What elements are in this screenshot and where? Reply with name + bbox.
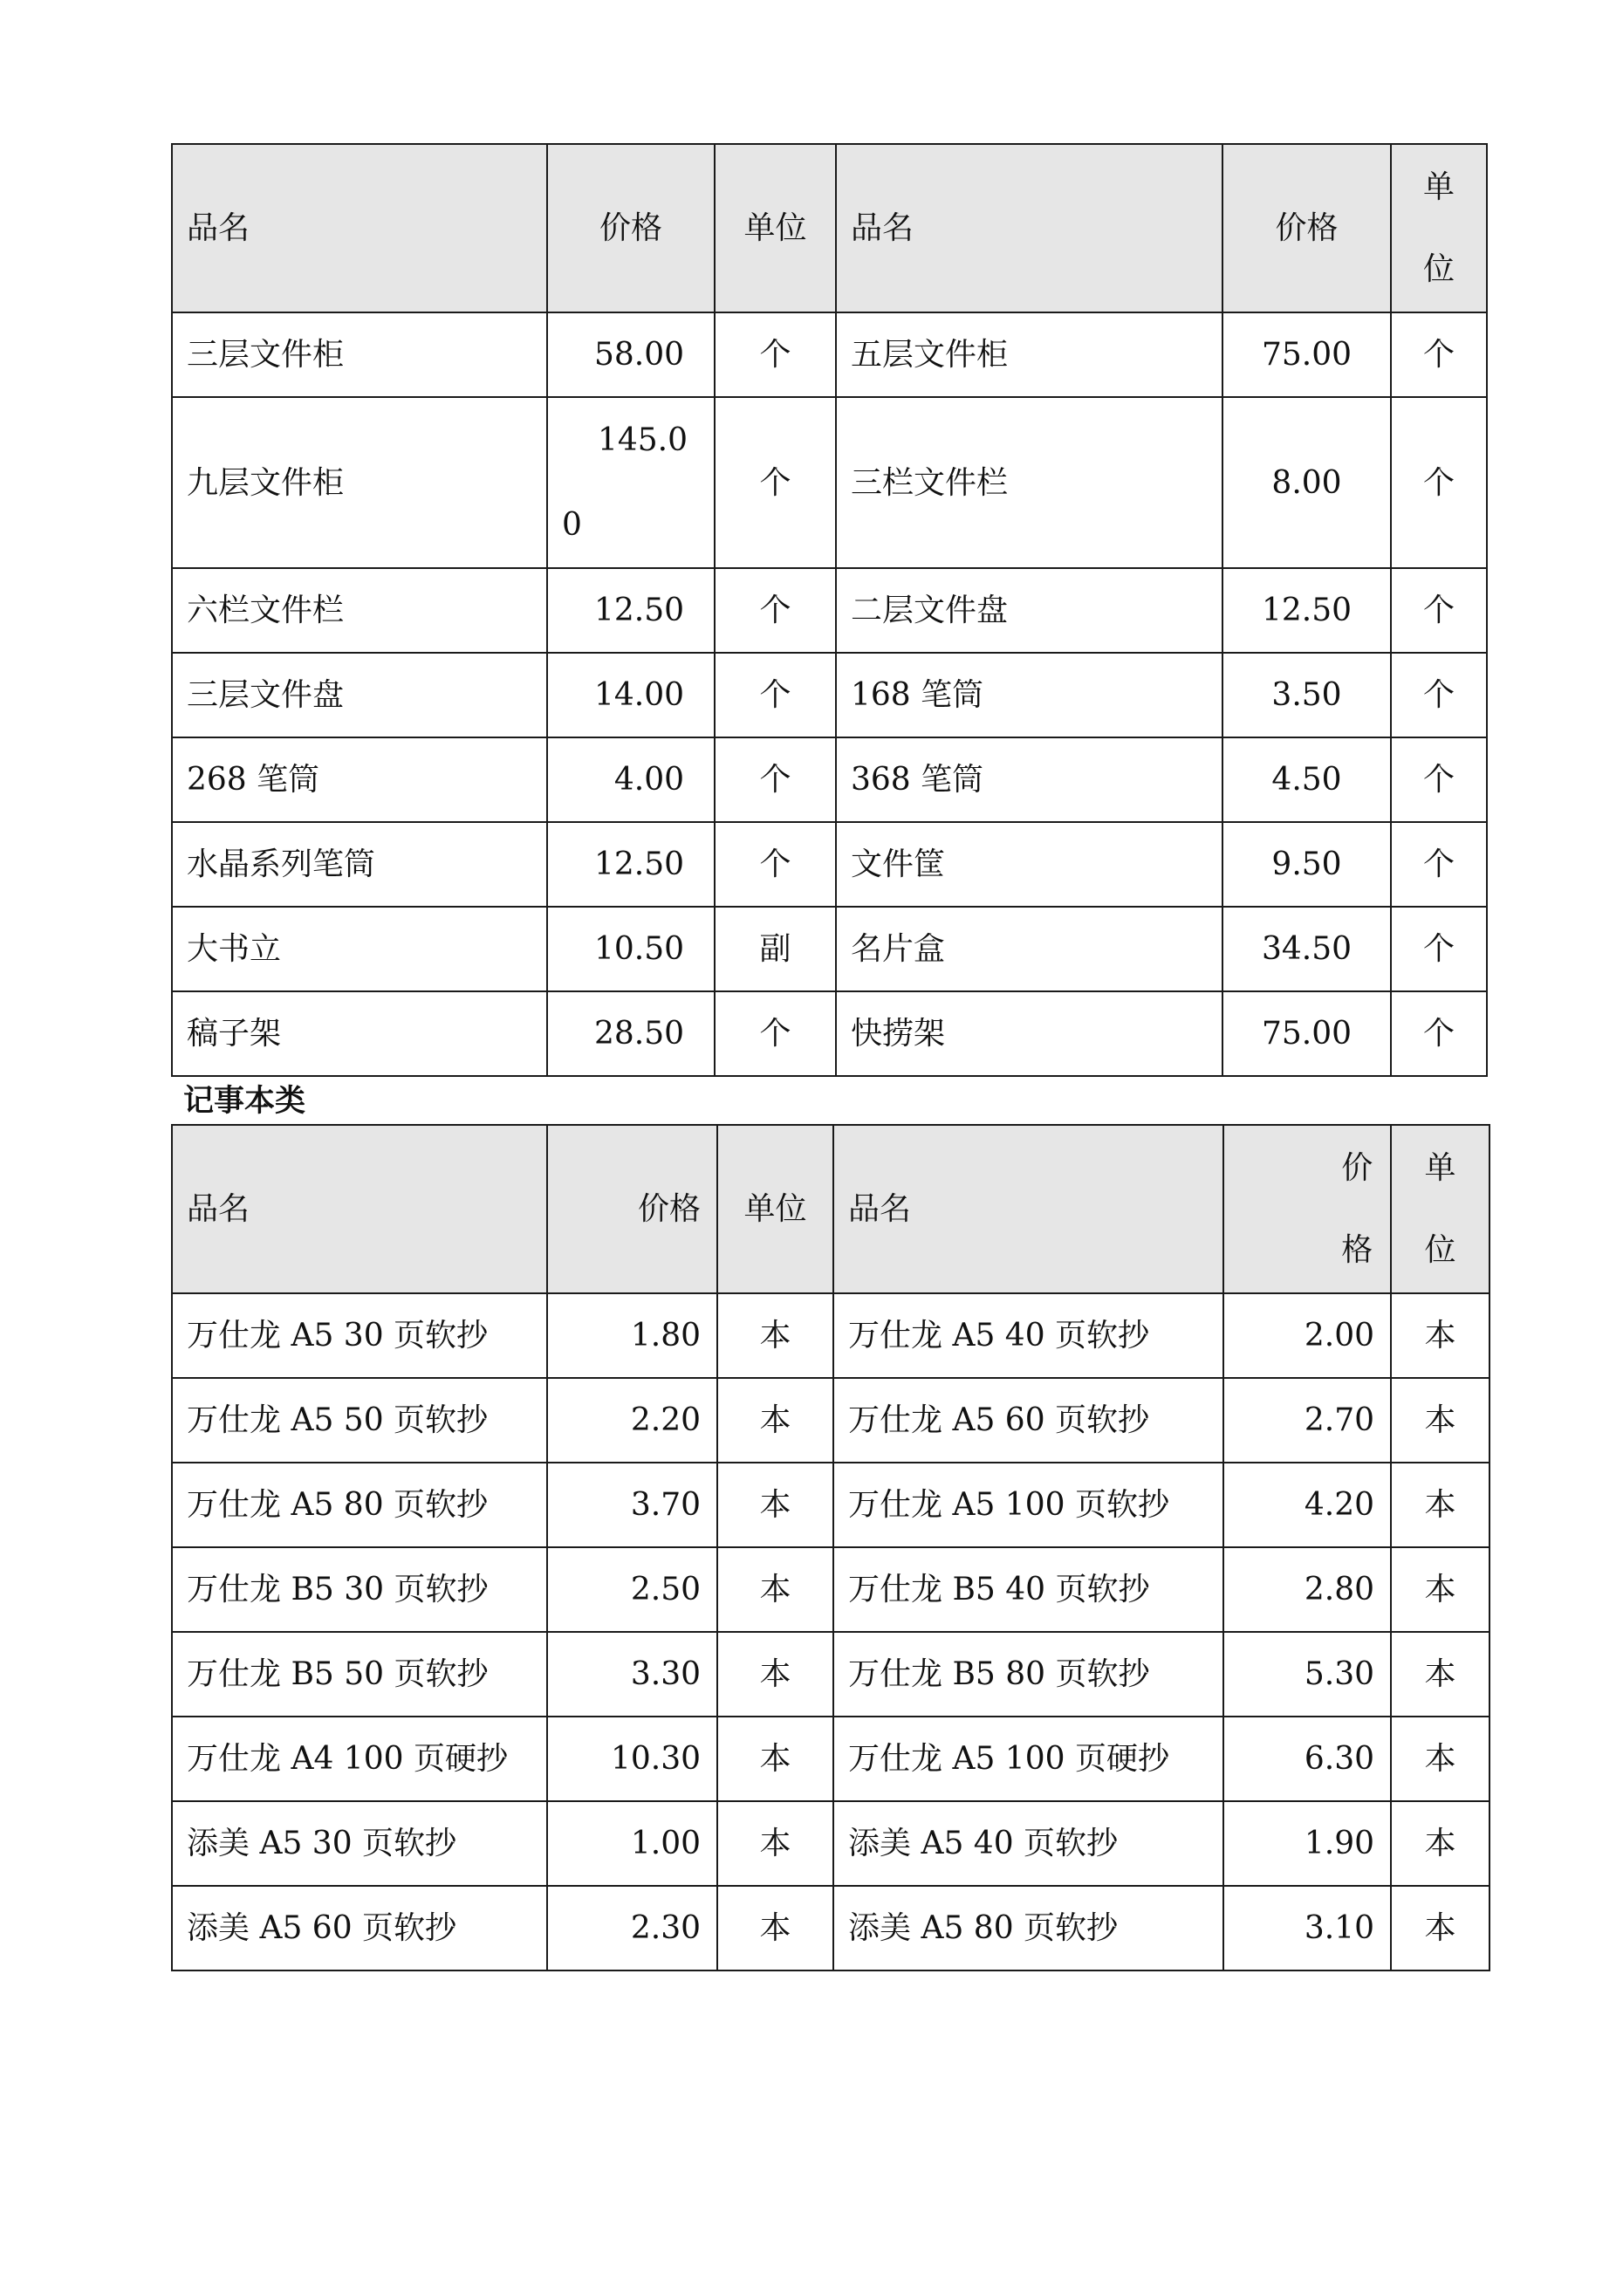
item-name-2: 快捞架	[836, 991, 1222, 1076]
item-unit: 个	[715, 991, 836, 1076]
header-price: 价格	[547, 144, 715, 312]
item-price: 12.50	[547, 568, 715, 653]
item-price-2: 8.00	[1222, 397, 1391, 568]
table-row	[172, 822, 1487, 907]
item-price-2: 75.00	[1222, 312, 1391, 397]
item-name: 万仕龙 A5 80 页软抄	[172, 1463, 547, 1547]
item-name: 三层文件柜	[172, 312, 547, 397]
item-price: 1.80	[547, 1293, 717, 1378]
table-row	[172, 653, 1487, 737]
item-price-2: 34.50	[1222, 907, 1391, 991]
item-price-2: 4.20	[1223, 1463, 1391, 1547]
item-unit: 本	[717, 1801, 833, 1886]
item-unit-2: 个	[1391, 568, 1487, 653]
item-name-2: 三栏文件栏	[836, 397, 1222, 568]
item-unit: 个	[715, 737, 836, 822]
item-price: 3.30	[547, 1632, 717, 1717]
item-name: 万仕龙 A5 30 页软抄	[172, 1293, 547, 1378]
item-unit: 个	[715, 653, 836, 737]
item-unit-2: 本	[1391, 1293, 1489, 1378]
item-price: 10.50	[547, 907, 715, 991]
item-price-2: 12.50	[1222, 568, 1391, 653]
item-unit-2: 个	[1391, 312, 1487, 397]
header-price-2	[1223, 1125, 1391, 1293]
item-unit-2: 本	[1391, 1801, 1489, 1886]
item-price-2: 3.50	[1222, 653, 1391, 737]
item-unit: 本	[717, 1717, 833, 1801]
item-price-2: 4.50	[1222, 737, 1391, 822]
item-price-2: 75.00	[1222, 991, 1391, 1076]
item-price	[547, 397, 715, 568]
table-row	[172, 397, 1487, 568]
header-price-2-line1: 价	[1341, 1149, 1373, 1186]
table-row	[172, 737, 1487, 822]
item-unit: 本	[717, 1886, 833, 1970]
item-price: 2.30	[547, 1886, 717, 1970]
table-row	[172, 1717, 1489, 1801]
header-price: 价格	[547, 1125, 717, 1293]
table-row	[172, 1378, 1489, 1463]
price-table-notebooks	[171, 1124, 1490, 1971]
item-price: 10.30	[547, 1717, 717, 1801]
header-name-2: 品名	[833, 1125, 1223, 1293]
item-price-2: 3.10	[1223, 1886, 1391, 1970]
item-price: 28.50	[547, 991, 715, 1076]
item-name-2: 万仕龙 B5 40 页软抄	[833, 1547, 1223, 1632]
item-price-2: 9.50	[1222, 822, 1391, 907]
item-name-2: 名片盒	[836, 907, 1222, 991]
item-unit-2: 个	[1391, 991, 1487, 1076]
item-unit: 本	[717, 1547, 833, 1632]
item-unit: 本	[717, 1378, 833, 1463]
item-name-2: 万仕龙 A5 100 页软抄	[833, 1463, 1223, 1547]
table-row	[172, 568, 1487, 653]
item-name: 万仕龙 A5 50 页软抄	[172, 1378, 547, 1463]
header-unit-2	[1391, 144, 1487, 312]
header-name: 品名	[172, 144, 547, 312]
item-name: 万仕龙 B5 30 页软抄	[172, 1547, 547, 1632]
item-price-2: 2.80	[1223, 1547, 1391, 1632]
item-name: 稿子架	[172, 991, 547, 1076]
item-unit: 个	[715, 397, 836, 568]
item-name: 大书立	[172, 907, 547, 991]
item-name-2: 万仕龙 A5 40 页软抄	[833, 1293, 1223, 1378]
item-name-2: 添美 A5 80 页软抄	[833, 1886, 1223, 1970]
table-row	[172, 312, 1487, 397]
item-price-2: 6.30	[1223, 1717, 1391, 1801]
table-row	[172, 1293, 1489, 1378]
item-name-2: 万仕龙 B5 80 页软抄	[833, 1632, 1223, 1717]
header-unit-2-line1: 单	[1422, 168, 1455, 205]
item-price: 12.50	[547, 822, 715, 907]
item-unit-2: 个	[1391, 737, 1487, 822]
item-name: 三层文件盘	[172, 653, 547, 737]
item-name: 添美 A5 30 页软抄	[172, 1801, 547, 1886]
item-name: 万仕龙 B5 50 页软抄	[172, 1632, 547, 1717]
item-name-2: 368 笔筒	[836, 737, 1222, 822]
table-header-row	[172, 144, 1487, 312]
table-row	[172, 1801, 1489, 1886]
section-title-notebooks: 记事本类	[183, 1084, 306, 1119]
item-unit-2: 个	[1391, 653, 1487, 737]
item-unit-2: 个	[1391, 907, 1487, 991]
item-name-2: 万仕龙 A5 100 页硬抄	[833, 1717, 1223, 1801]
header-unit-2-line1: 单	[1424, 1149, 1456, 1186]
item-price: 58.00	[547, 312, 715, 397]
table-row	[172, 1632, 1489, 1717]
table-row	[172, 1463, 1489, 1547]
item-price-line1: 145.0	[597, 422, 688, 458]
item-name-2: 万仕龙 A5 60 页软抄	[833, 1378, 1223, 1463]
item-price-2: 5.30	[1223, 1632, 1391, 1717]
item-price-2: 2.00	[1223, 1293, 1391, 1378]
item-unit: 本	[717, 1463, 833, 1547]
item-name: 万仕龙 A4 100 页硬抄	[172, 1717, 547, 1801]
item-price: 4.00	[547, 737, 715, 822]
table-row	[172, 1886, 1489, 1970]
item-name-2: 添美 A5 40 页软抄	[833, 1801, 1223, 1886]
header-name: 品名	[172, 1125, 547, 1293]
item-name-2: 五层文件柜	[836, 312, 1222, 397]
table-row	[172, 1547, 1489, 1632]
item-price: 1.00	[547, 1801, 717, 1886]
item-name: 六栏文件栏	[172, 568, 547, 653]
header-unit-2-line2: 位	[1424, 1231, 1456, 1268]
item-unit: 本	[717, 1632, 833, 1717]
item-name-2: 168 笔筒	[836, 653, 1222, 737]
item-unit: 本	[717, 1293, 833, 1378]
header-unit: 单位	[717, 1125, 833, 1293]
header-price-2: 价格	[1222, 144, 1391, 312]
item-price-2: 1.90	[1223, 1801, 1391, 1886]
header-unit-2-line2: 位	[1422, 250, 1455, 287]
item-price-line2: 0	[562, 507, 582, 544]
item-name-2: 二层文件盘	[836, 568, 1222, 653]
table-row	[172, 907, 1487, 991]
item-unit-2: 本	[1391, 1886, 1489, 1970]
header-price-2-line2: 格	[1341, 1231, 1373, 1268]
item-name: 添美 A5 60 页软抄	[172, 1886, 547, 1970]
header-unit: 单位	[715, 144, 836, 312]
item-name: 268 笔筒	[172, 737, 547, 822]
table-row	[172, 991, 1487, 1076]
item-unit-2: 本	[1391, 1632, 1489, 1717]
item-price: 3.70	[547, 1463, 717, 1547]
header-unit-2	[1391, 1125, 1489, 1293]
item-price: 14.00	[547, 653, 715, 737]
item-unit: 副	[715, 907, 836, 991]
item-unit-2: 本	[1391, 1378, 1489, 1463]
item-price: 2.50	[547, 1547, 717, 1632]
item-unit: 个	[715, 822, 836, 907]
item-price: 2.20	[547, 1378, 717, 1463]
item-name: 九层文件柜	[172, 397, 547, 568]
item-unit-2: 本	[1391, 1547, 1489, 1632]
item-name-2: 文件筐	[836, 822, 1222, 907]
header-name-2: 品名	[836, 144, 1222, 312]
item-unit-2: 本	[1391, 1463, 1489, 1547]
item-unit-2: 本	[1391, 1717, 1489, 1801]
item-unit-2: 个	[1391, 397, 1487, 568]
table-header-row	[172, 1125, 1489, 1293]
item-unit: 个	[715, 312, 836, 397]
price-table-office-supplies	[171, 143, 1488, 1077]
item-unit-2: 个	[1391, 822, 1487, 907]
item-name: 水晶系列笔筒	[172, 822, 547, 907]
item-unit: 个	[715, 568, 836, 653]
item-price-2: 2.70	[1223, 1378, 1391, 1463]
